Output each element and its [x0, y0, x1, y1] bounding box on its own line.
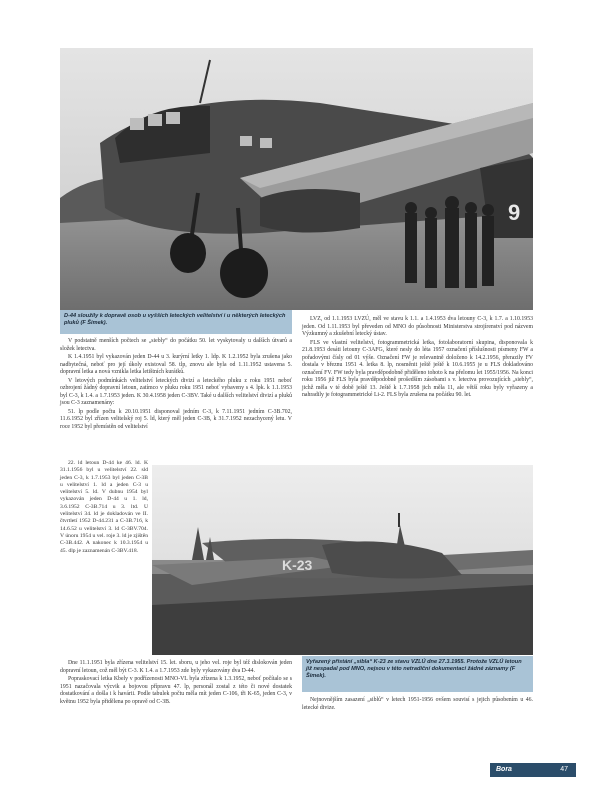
left-paragraph-3: V letových podmínkách velitelství leteckých divizí a leteckého pluku z roku 1951 neboť ozbrojení žádný dopravní letoun, zatímco v pluku roku 1951 neboť vybaveny s 4. lpk. k 1.1.1953 byl C-3, k 1.4. a 1.7.1953 jeden. K 30.4.1958 jeden C-3BV. Také u dalších velitelství divizí a pluků jsou C-3 zaznamenány:: [60, 377, 292, 406]
top-photo-aircraft-code: 9: [508, 200, 521, 225]
left-column-upper: [60, 338, 292, 458]
right-column-upper: [302, 316, 533, 461]
left-column-bottom: [60, 660, 292, 760]
top-photo: [60, 48, 533, 310]
right-paragraph-2: FLS ve vlastní velitelství, fotogrammetrická letka, fotolaboratorní skupina, disponovala k 21.8.1953 desáti letouny C-3AFG, které nesly do léta 1957 označení příslušnosti písmeny FW a pořadovými čísly od 01 výše. Označení FW je relevantně doloženo k 14.2.1956, přerazily FV dostala v březnu 1951 4. letka 8. lp, nosměnit ještě ještě k 10.6.1955 je u FLS dokladováno označení FV. FW tedy byla pravděpodobně přiděleno tohoto k na přelomu let 1955/1956. Na konci roku 1956 již FLS byla pravděpodobně prošedším zásobami s v. letectva provozujících „siebly“, jichž měla v té době ještě 13. Ještě k 1.7.1958 jich měla 11, ale větší roku byly vyřazeny a nahradily je fotogrammetrické Li-2. FLS byla zrušena na počátku 90. let.: [302, 339, 533, 398]
left-paragraph-5: 22. ld letoun D-44 ke 46. ld. K 31.1.1956 byl u velitelství 22. sld jeden C-3, k 1.7.1953 byl jeden C-3B u velitelství 1. ld a jeden C-3 u velitelství 5. ld. V dubnu 1954 byl vykazován jeden D-44 u 1. ld, 3.6.1952 C-3B.714 u 3. ltd. U velitelství 34. ld je dokladován ve II. čtvrtletí 1952 D-44.231 a C-3B.716, k 14.6.52 u velitelství 3. ld C-3BV.704. V únoru 1954 u vel. roje 3. ld je zjištěn C-3B.442. A nakonec k 10.3.1954 u 45. dlp je zaznamenán C-3BV.418.: [60, 460, 148, 554]
page-number: 47: [560, 766, 568, 773]
top-photo-aircraft-image: [60, 48, 533, 310]
left-paragraph-2: K 1.4.1951 byl vykazován jeden D-44 u 3. kurýrní letky 1. ldp. K 1.2.1952 byla zrušena jako nadbytečná, neboť pro její úkoly existoval 58. tlp, znovu ale byla od 1.11.1952 ustavena 5. dopravní letka a nová vznikla letka letištních kurátků.: [60, 354, 292, 375]
bottom-photo-aircraft-image: [152, 465, 533, 655]
bottom-photo-caption: Vyřazený přistání „sibla“ K-23 ze stavu VZLÚ dne 27.3.1955. Protože VZLÚ letoun již nespadal pod MNO, nejsou v této netradiční dokumentaci žádné záznamy (F Šimek).: [302, 656, 533, 692]
right-paragraph-1: LVZ, od 1.1.1953 LVZÚ, měl ve stavu k 1.1. a 1.4.1953 dva letouny C-3, k 1.7. a 1.10.1953 jeden. Od 1.11.1953 byl převeden od MNO do působnosti Ministerstva strojírenství pod názvem Výzkumný a zkušební letecký ústav.: [302, 316, 533, 337]
right-column-lower: [302, 697, 533, 727]
top-photo-caption: D-44 sloužily k dopravě osob u vyšších leteckých velitelství i u některých leteckých pluků (F Šimek).: [60, 310, 292, 334]
left-paragraph-7: Popraskovací letka Kbely v podřízenosti MNO-VL byla zřízena k 1.3.1952, neboť počítalo se s 1951 nazačovala výcvik a bojovou přípravu 47. lp, personál zostal z této či nové dostatek dostatkování a došla i k havárii. Podle tabulek počtu měla mít jeden C-106, tři K-65, jeden C-3, v květnu 1952 byla přidělena po opravě od C-3B.: [60, 676, 292, 705]
left-paragraph-4: 51. lp podle počtu k 20.10.1951 disponoval jedním C-3, k 7.11.1951 jedním C-3B.702, 11.6.1952 byl zřízen velitelský roj 5. ld, který měl jeden C-3B, k 31.7.1952 nezachycený letu. V roce 1952 byl přemístěn od velitelství: [60, 408, 292, 430]
bottom-photo: [152, 465, 533, 655]
left-paragraph-6: Dne 11.1.1951 byla zřízena velitelství 15. let. sboru, u jeho vel. roje byl též dislokován jeden dopravní letoun, což měl být C-3. K 1.4. a 1.7.1953 zde byly vykazovány dva D-44.: [60, 660, 292, 674]
left-paragraph-1: V podstatně menších počtech se „siebly“ do počátku 50. let vyskytovaly u dalších útvarů a složek letectva.: [60, 338, 292, 352]
footer-label: Bora: [496, 766, 512, 773]
right-paragraph-3: Nejnovnějším zasazení „siblů“ v letech 1951-1956 ovšem souvisí s jejich působením u 46. letecké divize.: [302, 697, 533, 711]
bottom-photo-aircraft-code: K-23: [282, 557, 313, 573]
page-footer-badge: [490, 763, 576, 777]
